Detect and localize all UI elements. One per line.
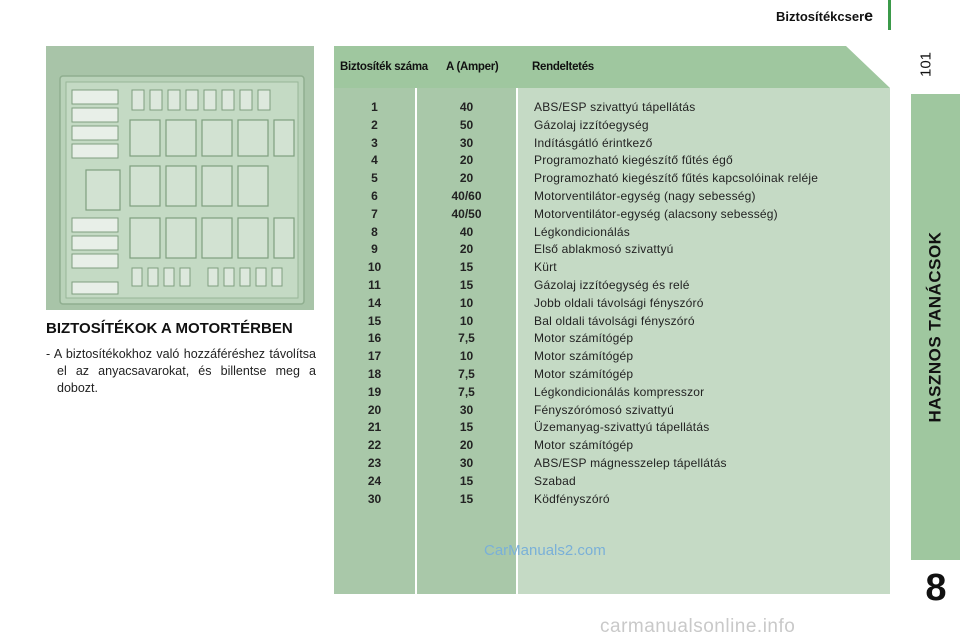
table-row <box>334 402 890 420</box>
fuse-number-cell: 20 <box>367 402 382 417</box>
fuse-number-cell: 30 <box>367 491 382 506</box>
purpose-cell: Bal oldali távolsági fényszóró <box>534 313 695 328</box>
watermark-carmanualsonline: carmanualsonline.info <box>600 616 796 637</box>
fuse-number-cell: 14 <box>367 295 382 310</box>
watermark-carmanuals2: CarManuals2.com <box>484 542 606 559</box>
purpose-cell: Motorventilátor-egység (alacsony sebesség) <box>534 206 778 221</box>
table-row <box>334 259 890 277</box>
fuse-number-cell: 17 <box>367 349 382 364</box>
fuse-box-photo <box>46 46 314 310</box>
header-purpose: Rendeltetés <box>532 61 594 73</box>
fuse-number-cell: 2 <box>371 117 378 132</box>
fuse-number-cell: 16 <box>367 331 382 346</box>
fuse-number-cell: 6 <box>371 188 378 203</box>
ampere-cell: 30 <box>459 455 474 470</box>
ampere-cell: 7,5 <box>458 331 475 346</box>
fuse-number-cell: 4 <box>371 153 378 168</box>
table-row <box>334 455 890 473</box>
header-divider <box>888 0 891 30</box>
purpose-cell: Kürt <box>534 260 557 275</box>
table-row <box>334 188 890 206</box>
purpose-cell: Motor számítógép <box>534 331 634 346</box>
ampere-cell: 30 <box>459 402 474 417</box>
ampere-cell: 15 <box>459 491 474 506</box>
purpose-cell: Motor számítógép <box>534 349 634 364</box>
ampere-cell: 15 <box>459 420 474 435</box>
table-row <box>334 117 890 135</box>
fuse-number-cell: 5 <box>371 171 378 186</box>
purpose-cell: Jobb oldali távolsági fényszóró <box>534 295 704 310</box>
table-row <box>334 135 890 153</box>
table-row <box>334 277 890 295</box>
table-row <box>334 152 890 170</box>
purpose-cell: ABS/ESP mágnesszelep tápellátás <box>534 455 727 470</box>
chapter-number: 8 <box>913 562 959 622</box>
purpose-cell: Légkondicionálás <box>534 224 630 239</box>
ampere-cell: 10 <box>459 349 474 364</box>
table-row <box>334 419 890 437</box>
header-fuse-number: Biztosíték száma <box>340 61 428 73</box>
table-row <box>334 224 890 242</box>
purpose-cell: Gázolaj izzítóegység <box>534 117 649 132</box>
ampere-cell: 40/60 <box>451 188 482 203</box>
ampere-cell: 20 <box>459 153 474 168</box>
ampere-cell: 20 <box>459 171 474 186</box>
fuse-number-cell: 24 <box>367 473 382 488</box>
fuse-number-cell: 7 <box>371 206 378 221</box>
table-row <box>334 170 890 188</box>
ampere-cell: 20 <box>459 242 474 257</box>
chapter-tab-label: HASZNOS TANÁCSOK <box>925 231 945 423</box>
table-row <box>334 437 890 455</box>
table-row <box>334 99 890 117</box>
fuse-number-cell: 8 <box>371 224 378 239</box>
ampere-cell: 7,5 <box>458 384 475 399</box>
purpose-cell: Légkondicionálás kompresszor <box>534 384 705 399</box>
ampere-cell: 15 <box>459 260 474 275</box>
fuse-number-cell: 1 <box>371 100 378 114</box>
page-number: 101 <box>917 51 935 78</box>
running-header-main: Biztosítékcser <box>776 9 865 24</box>
table-row <box>334 491 890 509</box>
fuse-number-cell: 15 <box>367 313 382 328</box>
purpose-cell: Motorventilátor-egység (nagy sebesség) <box>534 188 756 203</box>
ampere-cell: 10 <box>459 313 474 328</box>
section-title: BIZTOSÍTÉKOK A MOTORTÉRBEN <box>46 320 293 337</box>
fuse-number-cell: 9 <box>371 242 378 257</box>
purpose-cell: Gázolaj izzítóegység és relé <box>534 277 690 292</box>
ampere-cell: 7,5 <box>458 366 475 381</box>
ampere-cell: 30 <box>459 135 474 150</box>
purpose-cell: Motor számítógép <box>534 438 634 453</box>
purpose-cell: Indításgátló érintkező <box>534 135 653 150</box>
table-row <box>334 241 890 259</box>
purpose-cell: Ködfényszóró <box>534 491 610 506</box>
table-row <box>334 366 890 384</box>
table-row <box>334 313 890 331</box>
table-row <box>334 206 890 224</box>
fuse-number-cell: 22 <box>367 438 382 453</box>
purpose-cell: Szabad <box>534 473 576 488</box>
ampere-cell: 40 <box>459 100 474 114</box>
purpose-cell: Motor számítógép <box>534 366 634 381</box>
ampere-cell: 15 <box>459 473 474 488</box>
ampere-cell: 50 <box>459 117 474 132</box>
fuse-number-cell: 21 <box>367 420 382 435</box>
fuse-number-cell: 3 <box>371 135 378 150</box>
table-row <box>334 330 890 348</box>
table-row <box>334 473 890 491</box>
fuse-number-cell: 11 <box>368 277 381 292</box>
table-row <box>334 384 890 402</box>
purpose-cell: Programozható kiegészítő fűtés kapcsolóinak reléje <box>534 171 819 186</box>
purpose-cell: ABS/ESP szivattyú tápellátás <box>534 100 696 114</box>
ampere-cell: 20 <box>459 438 474 453</box>
purpose-cell: Programozható kiegészítő fűtés égő <box>534 153 733 168</box>
purpose-cell: Első ablakmosó szivattyú <box>534 242 674 257</box>
running-header <box>776 8 873 26</box>
ampere-cell: 40/50 <box>451 206 482 221</box>
ampere-cell: 40 <box>459 224 474 239</box>
chapter-tab-label-wrap <box>911 94 960 560</box>
fuse-box-illustration <box>46 46 314 310</box>
fuse-table-body <box>334 99 890 508</box>
ampere-cell: 15 <box>459 277 474 292</box>
ampere-cell: 10 <box>459 295 474 310</box>
fuse-number-cell: 18 <box>367 366 382 381</box>
fuse-number-cell: 19 <box>367 384 382 399</box>
purpose-cell: Fényszórómosó szivattyú <box>534 402 674 417</box>
section-instruction: - A biztosítékokhoz való hozzáféréshez távolítsa el az anyacsavarokat, és billentse meg a dobozt. <box>46 347 316 395</box>
running-header-last: e <box>864 8 874 25</box>
header-ampere: A (Amper) <box>446 61 499 73</box>
purpose-cell: Üzemanyag-szivattyú tápellátás <box>534 420 710 435</box>
table-row <box>334 295 890 313</box>
table-row <box>334 348 890 366</box>
fuse-number-cell: 23 <box>367 455 382 470</box>
fuse-number-cell: 10 <box>367 260 382 275</box>
